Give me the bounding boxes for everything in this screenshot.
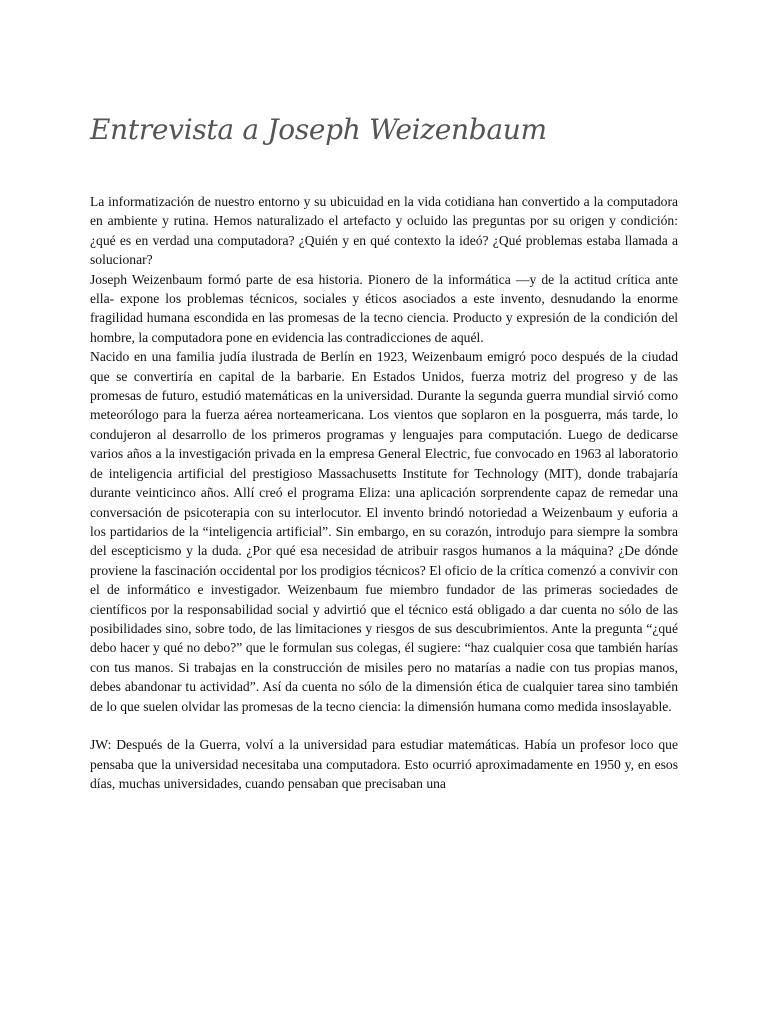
weizenbaum-history-paragraph: Joseph Weizenbaum formó parte de esa historia. Pionero de la informática —y de la actitud crítica ante ella- expone los problemas técnicos, sociales y éticos asociados a este invento, desnudando la enorme fragilidad humana escondida en las promesas de la tecno ciencia. Producto y expresión de la condición del hombre, la computadora pone en evidencia las contradicciones de aquél. [90,271,678,345]
biography-paragraph: Nacido en una familia judía ilustrada de Berlín en 1923, Weizenbaum emigró poco después de la ciudad que se convertiría en capital de la barbarie. En Estados Unidos, fuerza motriz del progreso y de las promesas de futuro, estudió matemáticas en la universidad. Durante la segunda guerra mundial sirvió como meteorólogo para la fuerza aérea norteamericana. Los vientos que soplaron en la posguerra, más tarde, lo condujeron al desarrollo de los primeros programas y lenguajes para computación. Luego de dedicarse varios años a la investigación privada en la empresa General Electric, fue convocado en 1963 al laboratorio de inteligencia artificial del prestigioso Massachusetts Institute for Technology (MIT), donde trabajaría durante veinticinco años. Allí creó el programa Eliza: una aplicación sorprendente capaz de remedar una conversación de psicoterapia con su interlocutor. El invento brindó notoriedad a Weizenbaum y euforia a los partidarios de la “inteligencia artificial”. Sin embargo, en su corazón, introdujo para siempre la sombra del escepticismo y la duda. ¿Por qué esa necesidad de atribuir rasgos humanos a la máquina? ¿De dónde proviene la fascinación occidental por los prodigios técnicos? El oficio de la crítica comenzó a convivir con el de informático e investigador. Weizenbaum fue miembro fundador de las primeras sociedades de científicos por la responsabilidad social y advirtió que el técnico está obligado a dar cuenta no sólo de las posibilidades sino, sobre todo, de las limitaciones y riesgos de sus descubrimientos. Ante la pregunta “¿qué debo hacer y qué no debo?” que le formulan sus colegas, él sugiere: “haz cualquier cosa que también harías con tus manos. Si trabajas en la construcción de misiles pero no matarías a nadie con tus propias manos, debes abandonar tu actividad”. Así da cuenta no sólo de la dimensión ética de cualquier tarea sino también de lo que suelen olvidar las promesas de la tecno ciencia: la dimensión humana como medida insoslayable. [90,349,678,714]
document-title: Entrevista a Joseph Weizenbaum [90,113,547,146]
interview-answer-paragraph: JW: Después de la Guerra, volví a la universidad para estudiar matemáticas. Había un profesor loco que pensaba que la universidad necesitaba una computadora. Esto ocurrió aproximadamente en 1950 y, en esos días, muchas universidades, cuando pensaban que precisaban una [90,737,678,792]
intro-paragraph: La informatización de nuestro entorno y su ubicuidad en la vida cotidiana han convertido a la computadora en ambiente y rutina. Hemos naturalizado el artefacto y ocluido las preguntas por su origen y condición: ¿qué es en verdad una computadora? ¿Quién y en qué contexto la ideó? ¿Qué problemas estaba llamada a solucionar? [90,194,678,268]
document-body [90,192,678,794]
